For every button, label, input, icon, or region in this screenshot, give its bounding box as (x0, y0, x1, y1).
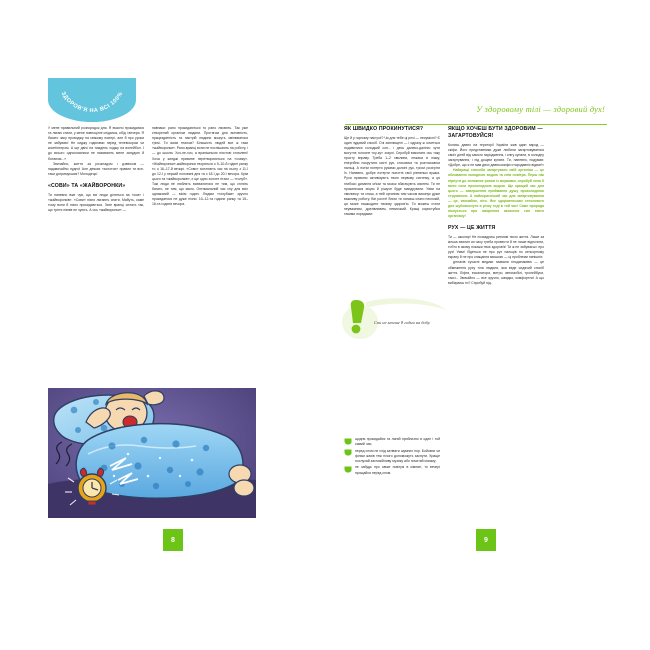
corner-badge (48, 78, 136, 122)
exclamation-mark-icon (340, 296, 448, 340)
list-item-text: не забудь про свіже повітря в кімнаті, то вечері прощайся перед сном. (355, 465, 440, 475)
paragraph: Ти напевно вже чув, що всі люди діляться на «сов» і «жайворонків». «Сови» пізно лягають спати. Мабуть, саме тому вони й пізно прокидаються. Зате вранці сплять так, що третя півнів не чують. А ось «жайворонки» — (48, 192, 144, 212)
paragraph: навпаки: рано прокидаються то рано лягають. Так уже створений організм людини. Протягом дня активність, працездатність та настрій людини можуть змінюватися тричі. Ти яким птахом? Більшість людей все ж таки «жайворонки». Рано-вранці вони не поспішають на роботу, і — до школи. Хоч-не-хоч, а вранішньою піхотою стомлені! Хоча у кинджі приємне перетворюються на «совку». «Жайворонки»-жайворонки творяться о 9–10-й годині ранку то о 16–17-й вечорі. «Сови» хоплюють час на льоту з 11-ї до 12-ї у першій половині дня та з 18-ї до 20-ї вечора. Крім цього та «жайворонків», є ще одно золоте птахо — «голуб». Такі люди не люблять вихвалятися не тим, що сплять багато, не тим, що мало. Оптимальний час сну для всіх однаковий — вісім годин. Людям «голубам» зручно прокидатися не дуже пізно: 10–12-та години ранку та 15–18-та години вечора. (152, 126, 248, 207)
highlighted-paragraph: Найкращі способи загартувати свій організм — це обливання холодною водою та спів повітря. Перш ніж пірнути до оплакних розом із моржами, спробуй хоча б мити ноги прохолодною водою. Ще кращий час для цього — завершення приймання душу прохолодною струминою. А найкорисніший час для загартовування — це, звичайно, літо. Яке здоровеньким стеклового дня шубовоснути в річку тоді в той час! Саме природа піклується про зміцнення захисних сил твого організму! (448, 168, 544, 219)
svg-text:ЗДОРОВ'Я НА ВСІ 100% (60, 91, 125, 114)
list-item (344, 449, 440, 464)
illustration-sleeping-child (48, 388, 256, 518)
paragraph: Звичайно, життя за розкладом і дзвінком — надзвичайно нудно! Але деяких «золотих» правил ти все-таки дотримуєшся? Молодець! (48, 161, 144, 176)
running-head (345, 104, 607, 126)
page-number-right: 9 (476, 529, 496, 551)
page-gutter (318, 75, 332, 555)
section-heading-hardening: ЯКЩО ХОЧЕШ БУТИ ЗДОРОВИМ — ЗАГАРТОВУЙСЯ! (448, 126, 543, 140)
leaf-bullet-icon (344, 438, 352, 445)
leaf-bullet-icon (344, 466, 352, 473)
section-heading-wake-up: ЯК ШВИДКО ПРОКИНУТИСЯ? (344, 126, 424, 132)
running-head-rule (345, 124, 607, 125)
left-column-1 (48, 126, 144, 213)
badge-label: ЗДОРОВ'Я НА ВСІ 100% (59, 90, 125, 115)
illustration-svg (48, 388, 256, 518)
paragraph: Колись давно на території України жив один народ — скіфи. Його представники дуже любили загартовуватися своїх дітей від самого народження, і снігу купали, в холодну загартування, і під дощем купати. Ти, напевно, подумав: «Добре, що я не мав двох давньоскіфи стародавніх відваг!» (448, 142, 544, 168)
section-heading-sovy: «СОВИ» ТА «ЖАЙВОРОНКИ» (48, 182, 126, 189)
paragraph: дітлахів сучасні медики назвали гіподинамією — це обмеження руху тіла людини, яка веде сидячий спосіб життя. Ліфти, ескалатори, метро, автомобілі, тролейбуси, таксі... Звичайно — все зручно, швидко, комфортно! А що вибираєш ти? Спробуй під- (448, 260, 544, 285)
badge-arc-text (48, 78, 136, 122)
left-column-2 (152, 126, 248, 208)
paragraph: Ти — школяр! Не позаздриш ритмові твого життя. Лише за кілька хвилин ки часу треба провести й не лише відпочити, тобто в якому покажи твоє здоров'я! Ти ж не забуваєш і про рух! Уяви! Йдеться не про рух пальців по сенсорному екрану й не про клацання мишкою — ці проблеми нинішніх (448, 235, 544, 260)
tips-bullet-list (344, 437, 440, 477)
section-heading-movement: РУХ — ЦЕ ЖИТТЯ (448, 225, 496, 232)
list-item-text: перед сном не слід затівати шумних ігор. Бойових чи фільм жахів теж нічого допоможуть заснути. Краще послухай заспокійливу музику або почитай книжку; (355, 448, 440, 463)
list-item-text: щодня прокидайся та лягай приблизно в один і той самий час; (355, 437, 440, 447)
page-number-left: 8 (163, 529, 183, 551)
running-head-text: У здоровому тілі — здоровий дух! (476, 104, 605, 114)
right-column-1 (344, 126, 440, 217)
list-item (344, 437, 440, 447)
paragraph: У мене правильний розпорядок дня. Я вчасно прокидаюся та лягаю спати, у мене повноцінні сніданок, обід і вечеря. Я багато часу проводжу на свіжому повітрі, але й про уроки не забуваю! Не сиджу годинами перед телевізором чи комп'ютером. А ще двічі на тиждень ходжу на волейбол. І до всього однокласники не називають мене занудою й ботаном...» (48, 126, 144, 161)
list-item (344, 465, 440, 475)
paragraph: Ще й у гарному настрої? Чи для тебе ці речі — несумісні? Є один чудовий спосіб. Очі заплющені — і одразу ж хочеться подивитися солодкий сон... і десь далеко-далеко чути могутнє голосне «ку-ку» зозулі. Спробуй виконати ось таку просту вправу. Треба 1–2 хвилини, лежачи в ліжку, енергійно покрутити кисті рук, стисаючи та розтискаючи пальці. А потім потерти руками долоні рук, трохи розігріти їх. Напевно, добре потерти полотні свої рівненькі вушка. Рухи приємно активізують твою нервову систему, а ця глибоко дихання м'язи та мозок збагачують киснем. Ти не прокинешся міцно й рішуче буде мандрувати. Уяви на хвилинку: ти спиш, а твій організм тим часом виконує дуже важливу роботу. Він росте! Вночі ти лягаєш спати неспокій, ця може нашкодити твоєму здоров'ю. Ти можеш стати неуважним, дратівливим, невисокий. Кращі користуйся такими порадами: (344, 135, 440, 217)
callout-text: Спи не менше 8 годин на добу. (374, 320, 431, 325)
right-column-2 (448, 126, 544, 286)
callout-sleep-8-hours (340, 296, 448, 340)
leaf-bullet-icon (344, 449, 352, 456)
